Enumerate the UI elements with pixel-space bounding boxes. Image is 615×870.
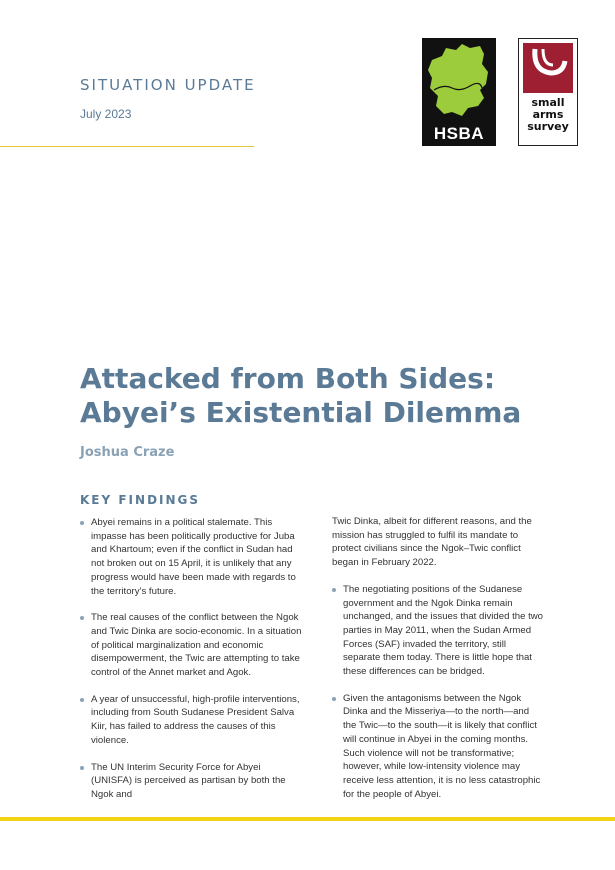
finding-item xyxy=(80,761,304,802)
survey-logo-text xyxy=(519,97,577,133)
finding-text: The UN Interim Security Force for Abyei (UNISFA) is perceived as partisan by both the Ngok and xyxy=(91,761,286,800)
sudan-map-icon xyxy=(422,38,496,124)
key-findings-left-column xyxy=(80,516,304,815)
finding-item xyxy=(80,516,304,598)
finding-item xyxy=(332,692,544,802)
finding-text: Abyei remains in a political stalemate. This impasse has been politically productive for Juba and Khartoum; even if the conflict in Sudan had not broken out on 15 April, it is unlikely that any progress would have been made with regards to the territory’s future. xyxy=(91,517,296,597)
survey-logo-line3: survey xyxy=(527,120,569,133)
report-kicker: SITUATION UPDATE xyxy=(80,76,256,94)
small-arms-survey-logo xyxy=(518,38,578,146)
bullet-icon xyxy=(80,616,84,620)
finding-text: A year of unsuccessful, high-profile interventions, including from South Sudanese President Salva Kiir, has failed to address the causes of this violence. xyxy=(91,693,300,746)
finding-item xyxy=(332,583,544,679)
bullet-icon xyxy=(332,588,336,592)
author-name: Joshua Craze xyxy=(80,445,175,460)
hsba-logo xyxy=(422,38,496,146)
title-line-2: Abyei’s Existential Dilemma xyxy=(80,396,522,429)
title-line-1: Attacked from Both Sides: xyxy=(80,362,496,395)
bullet-icon xyxy=(80,521,84,525)
bullet-icon xyxy=(80,698,84,702)
survey-mark-icon xyxy=(523,43,573,93)
report-date: July 2023 xyxy=(80,107,132,121)
finding-text: Given the antagonisms between the Ngok Dinka and the Misseriya—to the north—and the Twic—to the south—it is likely that conflict will continue in Abyei in the coming months. Such violence will not be transformative; however, while low-intensity violence may receive less attention, it is no less catastrophic for the people of Abyei. xyxy=(343,692,541,800)
header-divider xyxy=(0,146,254,147)
finding-text: The negotiating positions of the Sudanese government and the Ngok Dinka remain unchanged, and the issues that divided the two parties in May 2011, when the Sudan Armed Forces (SAF) invaded the territory, still separate them today. There is little hope that these differences can be bridged. xyxy=(343,583,544,678)
key-findings-heading: KEY FINDINGS xyxy=(80,493,201,507)
hsba-logo-text: HSBA xyxy=(433,124,485,143)
report-title xyxy=(80,362,521,430)
key-findings-right-column xyxy=(332,515,544,814)
survey-logo-line1: small xyxy=(531,96,565,109)
bullet-icon xyxy=(80,766,84,770)
finding-item xyxy=(80,611,304,680)
survey-logo-line2: arms xyxy=(532,108,564,121)
footer-divider xyxy=(0,817,615,821)
bullet-icon xyxy=(332,697,336,701)
finding-continuation: Twic Dinka, albeit for different reasons, and the mission has struggled to fulfil its mandate to protect civilians since the Ngok–Twic conflict began in February 2022. xyxy=(332,516,532,569)
finding-text: The real causes of the conflict between the Ngok and Twic Dinka are socio-economic. In a situation of political marginalization and economic disempowerment, the Twic are attempting to take control of the Annet market and Agok. xyxy=(91,612,302,679)
finding-item xyxy=(80,693,304,748)
